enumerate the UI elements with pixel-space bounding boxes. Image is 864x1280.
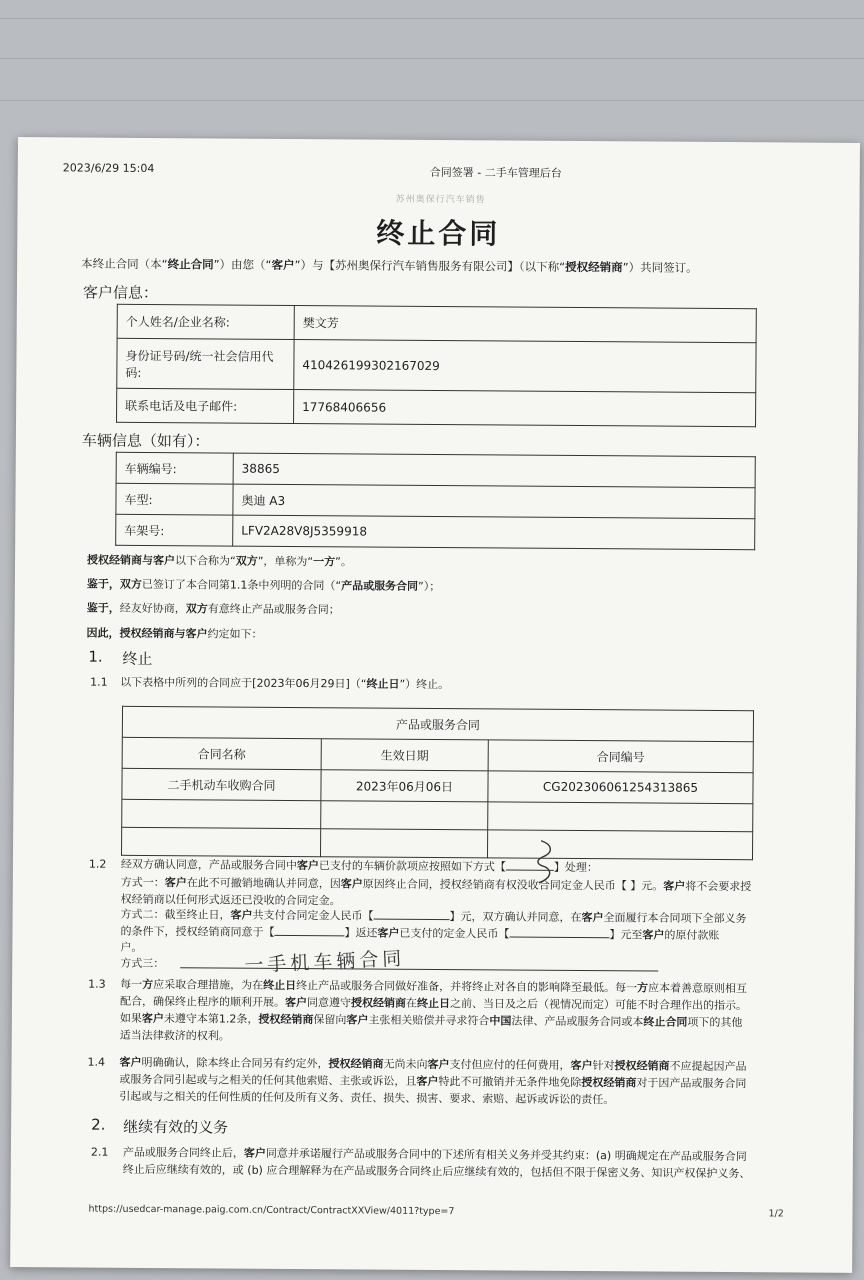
recital-whereas-2: 鉴于，经友好协商，双方有意终止产品或服务合同； (86, 601, 340, 617)
section-1-number: 1. (88, 647, 103, 666)
section-2-title: 继续有效的义务 (123, 1117, 229, 1137)
handwritten-brace-mark (531, 839, 561, 885)
vin-value: LFV2A28V8J5359918 (233, 515, 755, 550)
vehicle-no-value: 38865 (233, 453, 755, 488)
customer-contact-label: 联系电话及电子邮件: (117, 388, 294, 423)
vehicle-model-value: 奥迪 A3 (233, 484, 755, 519)
product-contract-table (121, 706, 754, 860)
customer-id-label: 身份证号码/统一社会信用代码: (117, 338, 294, 389)
page-number: 1/2 (768, 1208, 784, 1220)
col-contract-name: 合同名称 (122, 737, 321, 769)
clause-1-1-number: 1.1 (90, 675, 108, 689)
vehicle-info-table (115, 452, 756, 550)
method-2-line-2: 的条件下，授权经销商同意于【 】返还客户已支付的定金人民币【 】元至客户的原付款账 (120, 924, 720, 942)
empty-cell (488, 802, 753, 832)
customer-info-heading: 客户信息： (82, 283, 159, 303)
clause-2-1-line-1: 产品或服务合同终止后，客户同意并承诺履行产品或服务合同中的下述所有相关义务并受其约束：(a) 明确规定在产品或服务合同 (122, 1145, 747, 1164)
clause-2-1-number: 2.1 (90, 1145, 109, 1159)
vehicle-no-label: 车辆编号: (116, 452, 233, 484)
print-title: 合同签署 - 二手车管理后台 (429, 165, 562, 180)
col-effective-date: 生效日期 (321, 739, 488, 771)
empty-cell (487, 830, 752, 860)
intro-paragraph: 本终止合同（本“终止合同”）由您（“客户”）与【苏州奥保行汽车销售服务有限公司】（以下称“授权经销商”）共同签订。 (81, 256, 698, 275)
clause-1-3-line-4: 适当法律救济的权利。 (119, 1028, 230, 1043)
clause-1-3-line-2: 配合，确保终止程序的顺利开展。客户同意遵守授权经销商在终止日之前、当日及之后（视情况而定）可能不时合理作出的指示。 (119, 994, 748, 1013)
clause-1-3-line-1: 每一方应采取合理措施，为在终止日终止产品或服务合同做好准备，并将终止对各自的影响降至最低。每一方应本着善意原则相互 (120, 977, 748, 996)
method-1-line-2: 权经销商以任何形式返还已没收的合同定金。 (120, 892, 341, 908)
clause-1-3-line-3: 如果客户未遵守本第1.2条，授权经销商保留向客户主张相关赔偿并寻求符合中国法律、产品或服务合同或本终止合同项下的其他 (119, 1011, 743, 1030)
clause-1-4-line-1: 客户明确确认，除本终止合同另有约定外，授权经销商无尚未向客户支付但应付的任何费用，客户针对授权经销商不应提起因产品 (119, 1055, 747, 1074)
handwritten-method-3: 一手机车辆合同 (243, 947, 406, 977)
customer-contact-value: 17768406656 (294, 389, 756, 426)
clause-1-4-line-2: 或服务合同引起或与之相关的任何其他索赔、主张或诉讼，且客户特此不可撤销并无条件地免除授权经销商对于因产品或服务合同 (119, 1072, 747, 1091)
section-2-number: 2. (91, 1115, 106, 1134)
empty-cell (320, 829, 487, 858)
empty-cell (121, 827, 320, 856)
cell-contract-number: CG202306061254313865 (488, 771, 753, 804)
document-title: 终止合同 (376, 216, 501, 251)
product-table-title: 产品或服务合同 (122, 706, 753, 741)
clause-2-1-line-2: 终止后应继续有效的，或 (b) 应合理解释为在产品或服务合同终止后应继续有效的，包括但不限于保密义务、知识产权保护义务、 (122, 1162, 751, 1181)
customer-info-table (116, 304, 757, 427)
clause-1-2-number: 1.2 (88, 857, 107, 871)
clause-1-4-line-3: 引起或与之相关的任何性质的任何及所有义务、责任、损失、损害、要求、索赔、起诉或诉讼的责任。 (119, 1089, 615, 1107)
faint-header-line: 苏州奥保行汽车销售 (395, 194, 486, 206)
col-contract-number: 合同编号 (488, 740, 753, 773)
vehicle-info-heading: 车辆信息（如有）： (81, 431, 210, 451)
contract-paper (10, 137, 860, 1273)
empty-cell (122, 799, 321, 828)
print-date: 2023/6/29 15:04 (62, 161, 155, 176)
clause-1-2-line-1: 经双方确认同意，产品或服务合同中客户已支付的车辆价款项应按照如下方式【 】处理： (120, 857, 598, 875)
clause-1-3-number: 1.3 (88, 977, 106, 991)
method-2-line-3: 户。 (120, 940, 143, 954)
method-1-line-1: 方式一：客户在此不可撤销地确认并同意，因客户原因终止合同，授权经销商有权没收合同定金人民币【 】元。客户将不会要求授 (120, 875, 752, 894)
customer-name-value: 樊文芳 (294, 305, 756, 342)
customer-name-label: 个人姓名/企业名称: (117, 304, 294, 339)
section-1-title: 终止 (122, 649, 153, 669)
vin-label: 车架号: (116, 514, 233, 546)
vehicle-model-label: 车型: (116, 483, 233, 515)
clause-1-1: 以下表格中所列的合同应于[2023年06月29日]（“终止日”）终止。 (120, 675, 450, 692)
recital-therefore: 因此，授权经销商与客户约定如下： (86, 626, 263, 641)
recital-parties: 授权经销商与客户以下合称为“双方”，单称为“一方”。 (87, 553, 352, 569)
customer-id-value: 410426199302167029 (294, 339, 756, 392)
method-2-line-1: 方式二：截至终止日，客户共支付合同定金人民币【 】元，双方确认并同意，在客户全面履行本合同项下全部义务 (120, 907, 747, 926)
cell-contract-name: 二手机动车收购合同 (122, 768, 321, 800)
method-3-label: 方式三： (120, 956, 165, 971)
empty-cell (321, 801, 488, 830)
recital-whereas-1: 鉴于，双方已签订了本合同第1.1条中列明的合同（“产品或服务合同”）； (86, 577, 441, 594)
clause-1-4-number: 1.4 (87, 1055, 106, 1069)
page-url: https://usedcar-manage.paig.com.cn/Contract/ContractXXView/4011?type=7 (88, 1203, 455, 1218)
cell-effective-date: 2023年06月06日 (321, 770, 488, 802)
